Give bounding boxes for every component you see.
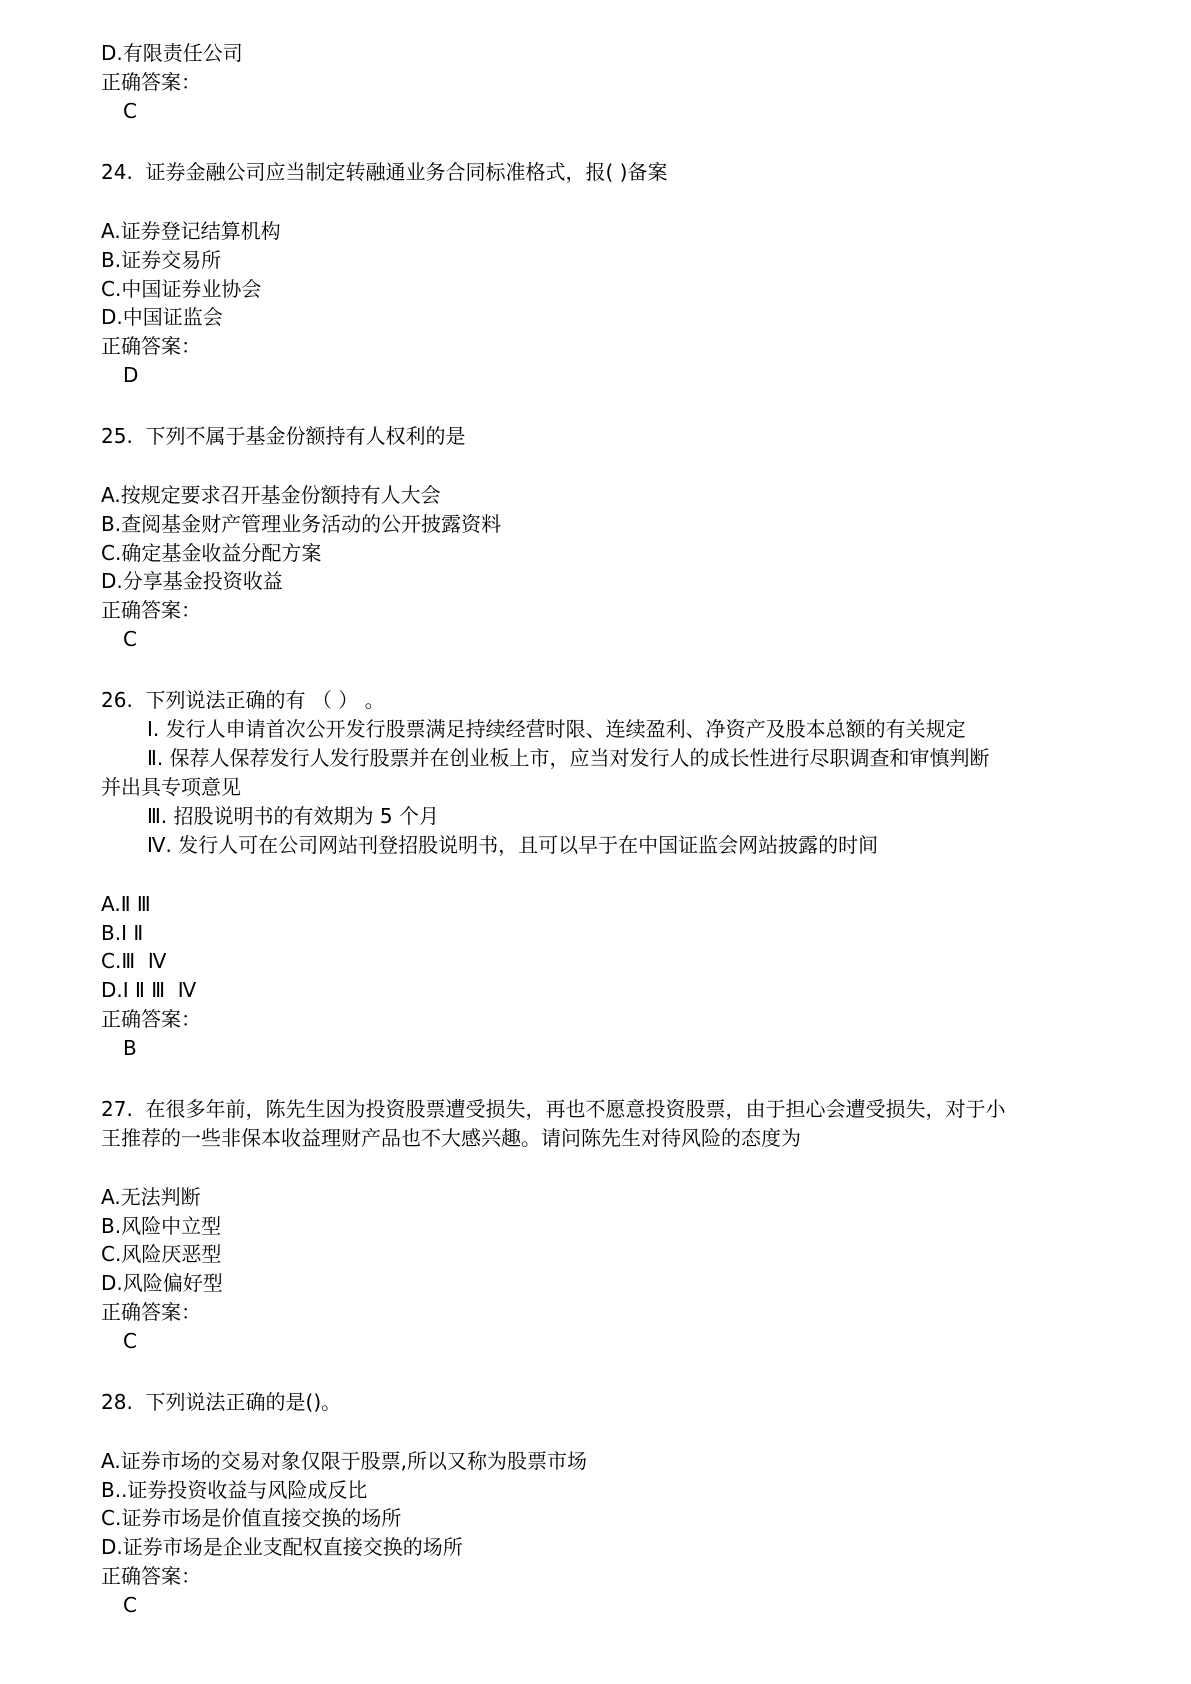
q24-option-a: A.证券登记结算机构 [101,219,281,243]
q27-stem-line2: 王推荐的一些非保本收益理财产品也不大感兴趣。请问陈先生对待风险的态度为 [101,1126,801,1150]
q26-option-c: C.Ⅲ Ⅳ [101,949,167,973]
q24-option-b: B.证券交易所 [101,248,222,272]
q26-statement-1: Ⅰ. 发行人申请首次公开发行股票满足持续经营时限、连续盈利、净资产及股本总额的有关规定 [147,717,966,741]
q24-option-c: C.中国证券业协会 [101,277,262,301]
q26-stem: 26. 下列说法正确的有 （ ） 。 [101,688,385,712]
q27-answer-label: 正确答案： [101,1300,201,1324]
q23-answer-label: 正确答案： [101,70,201,94]
q26-answer-label: 正确答案： [101,1007,201,1031]
q26-statement-4: Ⅳ. 发行人可在公司网站刊登招股说明书，且可以早于在中国证监会网站披露的时间 [147,833,879,857]
q23-option-d: D.有限责任公司 [101,41,243,65]
q25-option-a: A.按规定要求召开基金份额持有人大会 [101,483,441,507]
q27-answer: C [123,1329,137,1353]
q25-answer-label: 正确答案： [101,598,201,622]
q25-option-d: D.分享基金投资收益 [101,569,283,593]
q25-option-b: B.查阅基金财产管理业务活动的公开披露资料 [101,512,502,536]
q27-option-a: A.无法判断 [101,1185,201,1209]
q27-option-b: B.风险中立型 [101,1214,222,1238]
q24-answer-label: 正确答案： [101,334,201,358]
q27-stem-line1: 27. 在很多年前，陈先生因为投资股票遭受损失，再也不愿意投资股票，由于担心会遭受损失，对于小 [101,1097,1006,1121]
q26-option-b: B.Ⅰ Ⅱ [101,921,144,945]
q23-answer: C [123,99,137,123]
q28-stem: 28. 下列说法正确的是()。 [101,1390,342,1414]
q28-option-b: B..证券投资收益与风险成反比 [101,1478,368,1502]
q24-answer: D [123,363,139,387]
q28-answer-label: 正确答案： [101,1564,201,1588]
q26-option-d: D.Ⅰ Ⅱ Ⅲ Ⅳ [101,978,197,1002]
q28-option-a: A.证券市场的交易对象仅限于股票,所以又称为股票市场 [101,1449,588,1473]
q26-statement-2: Ⅱ. 保荐人保荐发行人发行股票并在创业板上市，应当对发行人的成长性进行尽职调查和审慎判断 [147,746,990,770]
q28-option-c: C.证券市场是价值直接交换的场所 [101,1506,402,1530]
q25-option-c: C.确定基金收益分配方案 [101,541,322,565]
q25-stem: 25. 下列不属于基金份额持有人权利的是 [101,424,466,448]
q24-stem: 24. 证券金融公司应当制定转融通业务合同标准格式，报( )备案 [101,160,668,184]
q28-answer: C [123,1593,137,1617]
q27-option-d: D.风险偏好型 [101,1271,223,1295]
q24-option-d: D.中国证监会 [101,305,223,329]
q26-statement-3: Ⅲ. 招股说明书的有效期为 5 个月 [147,804,439,828]
q28-option-d: D.证券市场是企业支配权直接交换的场所 [101,1535,463,1559]
q25-answer: C [123,627,137,651]
q26-statement-2-cont: 并出具专项意见 [101,775,241,799]
q26-option-a: A.Ⅱ Ⅲ [101,892,151,916]
q27-option-c: C.风险厌恶型 [101,1242,222,1266]
q26-answer: B [123,1036,137,1060]
